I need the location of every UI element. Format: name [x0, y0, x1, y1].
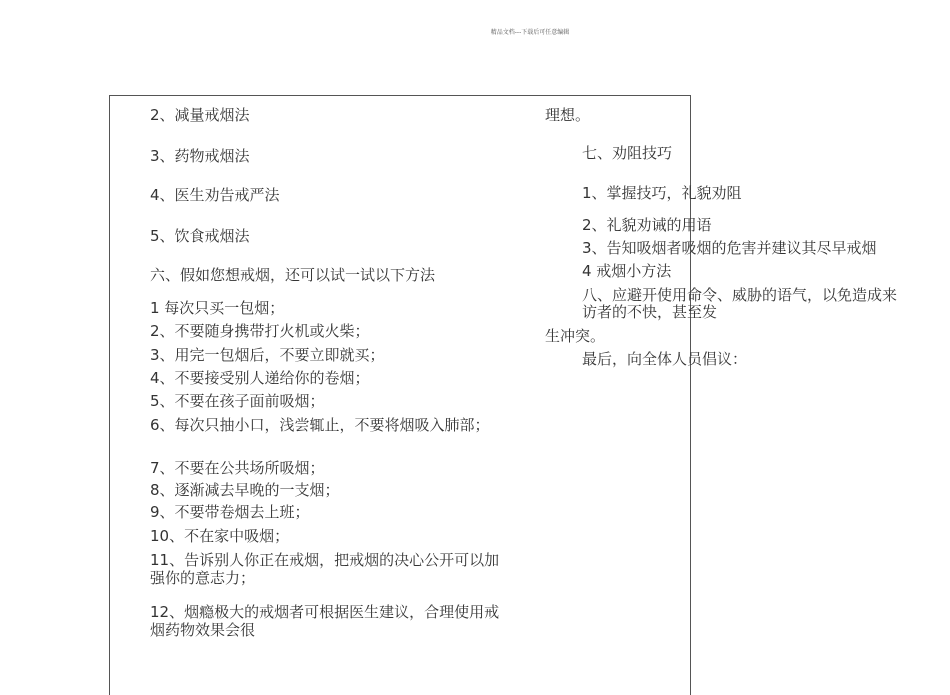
skill-item-3: 3、告知吸烟者吸烟的危害并建议其尽早戒烟 [582, 239, 877, 257]
tip-item-10: 10、不在家中吸烟； [150, 527, 290, 545]
ideal-line: 理想。 [545, 106, 591, 124]
tip-item-7: 7、不要在公共场所吸烟； [150, 459, 325, 477]
method-item-3: 3、药物戒烟法 [150, 147, 250, 165]
tip-item-5: 5、不要在孩子面前吸烟； [150, 392, 325, 410]
page-header: 精品文档---下载后可任意编辑 [490, 29, 570, 36]
skill-item-1: 1、掌握技巧，礼貌劝阻 [582, 184, 742, 202]
method-item-4: 4、医生劝告戒严法 [150, 186, 280, 204]
tip-item-3: 3、用完一包烟后，不要立即就买； [150, 346, 385, 364]
tip-item-12: 12、烟瘾极大的戒烟者可根据医生建议，合理使用戒烟药物效果会很 [150, 603, 500, 639]
tip-item-4: 4、不要接受别人递给你的卷烟； [150, 369, 370, 387]
tip-item-11: 11、告诉别人你正在戒烟，把戒烟的决心公开可以加强你的意志力； [150, 551, 500, 587]
section7-title: 七、劝阻技巧 [582, 144, 673, 162]
closing-line: 最后，向全体人员倡议： [582, 350, 748, 368]
tip-item-8: 8、逐渐减去早晚的一支烟； [150, 481, 340, 499]
section8-line2: 访者的不快，甚至发 [582, 303, 718, 321]
skill-item-2: 2、礼貌劝诫的用语 [582, 216, 712, 234]
tip-item-2: 2、不要随身携带打火机或火柴； [150, 322, 370, 340]
method-item-2: 2、减量戒烟法 [150, 106, 250, 124]
tip-item-9: 9、不要带卷烟去上班； [150, 503, 310, 521]
section8-line3: 生冲突。 [545, 327, 606, 345]
tip-item-6: 6、每次只抽小口，浅尝辄止，不要将烟吸入肺部； [150, 416, 490, 434]
method-item-5: 5、饮食戒烟法 [150, 227, 250, 245]
section8-line1: 八、应避开使用命令、威胁的语气，以免造成来 [582, 286, 898, 304]
section6-title: 六、假如您想戒烟，还可以试一试以下方法 [150, 266, 436, 284]
tip-item-1: 1 每次只买一包烟； [150, 299, 285, 317]
skill-item-4: 4 戒烟小方法 [582, 262, 672, 280]
